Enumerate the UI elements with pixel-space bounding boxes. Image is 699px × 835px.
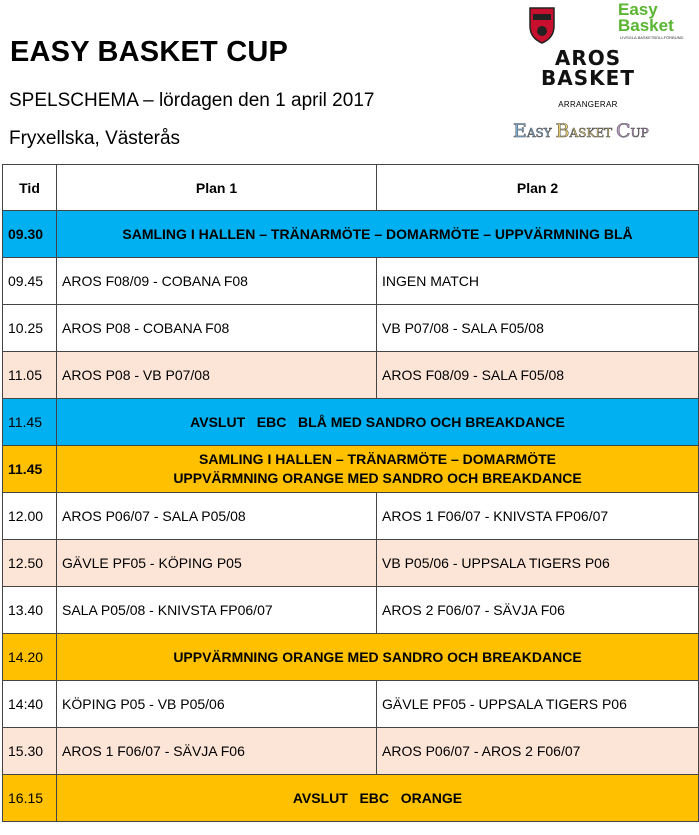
time-cell: 14:40	[3, 681, 57, 728]
schedule-subtitle: SPELSCHEMA – lördagen den 1 april 2017	[9, 90, 375, 111]
time-cell: 16.15	[3, 775, 57, 822]
venue-label: Fryxellska, Västerås	[9, 128, 181, 149]
event-line: UPPVÄRMNING ORANGE MED SANDRO OCH BREAKDANCE	[173, 470, 582, 486]
time-cell: 10.25	[3, 305, 57, 352]
time-cell: 11.45	[3, 446, 57, 493]
table-row	[3, 775, 699, 822]
club-crest-logo	[527, 4, 557, 44]
plan2-match-cell: VB P07/08 - SALA F05/08	[377, 305, 699, 352]
table-row	[3, 352, 699, 399]
event-cell: AVSLUT EBC ORANGE	[57, 775, 699, 822]
time-cell: 12.00	[3, 493, 57, 540]
table-row	[3, 305, 699, 352]
easy-basket-logo-line2: Basket	[618, 16, 674, 35]
plan2-match-cell: AROS F08/09 - SALA F05/08	[377, 352, 699, 399]
time-cell: 09.45	[3, 258, 57, 305]
plan2-match-cell: INGEN MATCH	[377, 258, 699, 305]
time-cell: 11.05	[3, 352, 57, 399]
event-cell	[57, 446, 699, 493]
table-row	[3, 728, 699, 775]
event-cell: AVSLUT EBC BLÅ MED SANDRO OCH BREAKDANCE	[57, 399, 699, 446]
plan2-match-cell: VB P05/06 - UPPSALA TIGERS P06	[377, 540, 699, 587]
column-header-tid: Tid	[3, 165, 57, 211]
column-header-plan2: Plan 2	[377, 165, 699, 211]
table-row	[3, 258, 699, 305]
table-row	[3, 681, 699, 728]
plan2-match-cell: AROS 1 F06/07 - KNIVSTA FP06/07	[377, 493, 699, 540]
event-cell: SAMLING I HALLEN – TRÄNARMÖTE – DOMARMÖTE – UPPVÄRMNING BLÅ	[57, 211, 699, 258]
plan1-match-cell: AROS F08/09 - COBANA F08	[57, 258, 377, 305]
time-cell: 14.20	[3, 634, 57, 681]
arrangerar-label: ARRANGERAR	[558, 100, 618, 109]
table-header-row	[3, 165, 699, 211]
plan1-match-cell: GÄVLE PF05 - KÖPING P05	[57, 540, 377, 587]
page-title: EASY BASKET CUP	[10, 36, 289, 68]
aros-logo-line2: BASKET	[541, 66, 635, 90]
table-row	[3, 587, 699, 634]
aros-logo-line1: AROS	[554, 46, 622, 70]
time-cell: 12.50	[3, 540, 57, 587]
table-row	[3, 540, 699, 587]
column-header-plan1: Plan 1	[57, 165, 377, 211]
time-cell: 13.40	[3, 587, 57, 634]
easy-basket-logo-line1: Easy	[618, 0, 658, 19]
plan2-match-cell: AROS P06/07 - AROS 2 F06/07	[377, 728, 699, 775]
table-row	[3, 634, 699, 681]
table-row	[3, 493, 699, 540]
event-cell: UPPVÄRMNING ORANGE MED SANDRO OCH BREAKDANCE	[57, 634, 699, 681]
plan1-match-cell: AROS 1 F06/07 - SÄVJA F06	[57, 728, 377, 775]
plan1-match-cell: AROS P06/07 - SALA P05/08	[57, 493, 377, 540]
table-row	[3, 399, 699, 446]
plan1-match-cell: KÖPING P05 - VB P05/06	[57, 681, 377, 728]
easy-basket-tagline: LIVSGLA BASKETBOLLFÖRBUND	[620, 35, 684, 40]
table-row	[3, 446, 699, 493]
plan2-match-cell: GÄVLE PF05 - UPPSALA TIGERS P06	[377, 681, 699, 728]
plan1-match-cell: AROS P08 - VB P07/08	[57, 352, 377, 399]
plan2-match-cell: AROS 2 F06/07 - SÄVJA F06	[377, 587, 699, 634]
aros-basket-logo	[540, 48, 636, 108]
easy-basket-cup-logo: EASY BASKET CUP	[513, 120, 649, 142]
plan1-match-cell: SALA P05/08 - KNIVSTA FP06/07	[57, 587, 377, 634]
time-cell: 15.30	[3, 728, 57, 775]
time-cell: 11.45	[3, 399, 57, 446]
event-line: SAMLING I HALLEN – TRÄNARMÖTE – DOMARMÖTE	[199, 451, 556, 467]
easy-basket-logo	[618, 0, 684, 42]
schedule-table	[2, 164, 699, 822]
time-cell: 09.30	[3, 211, 57, 258]
plan1-match-cell: AROS P08 - COBANA F08	[57, 305, 377, 352]
table-row	[3, 211, 699, 258]
